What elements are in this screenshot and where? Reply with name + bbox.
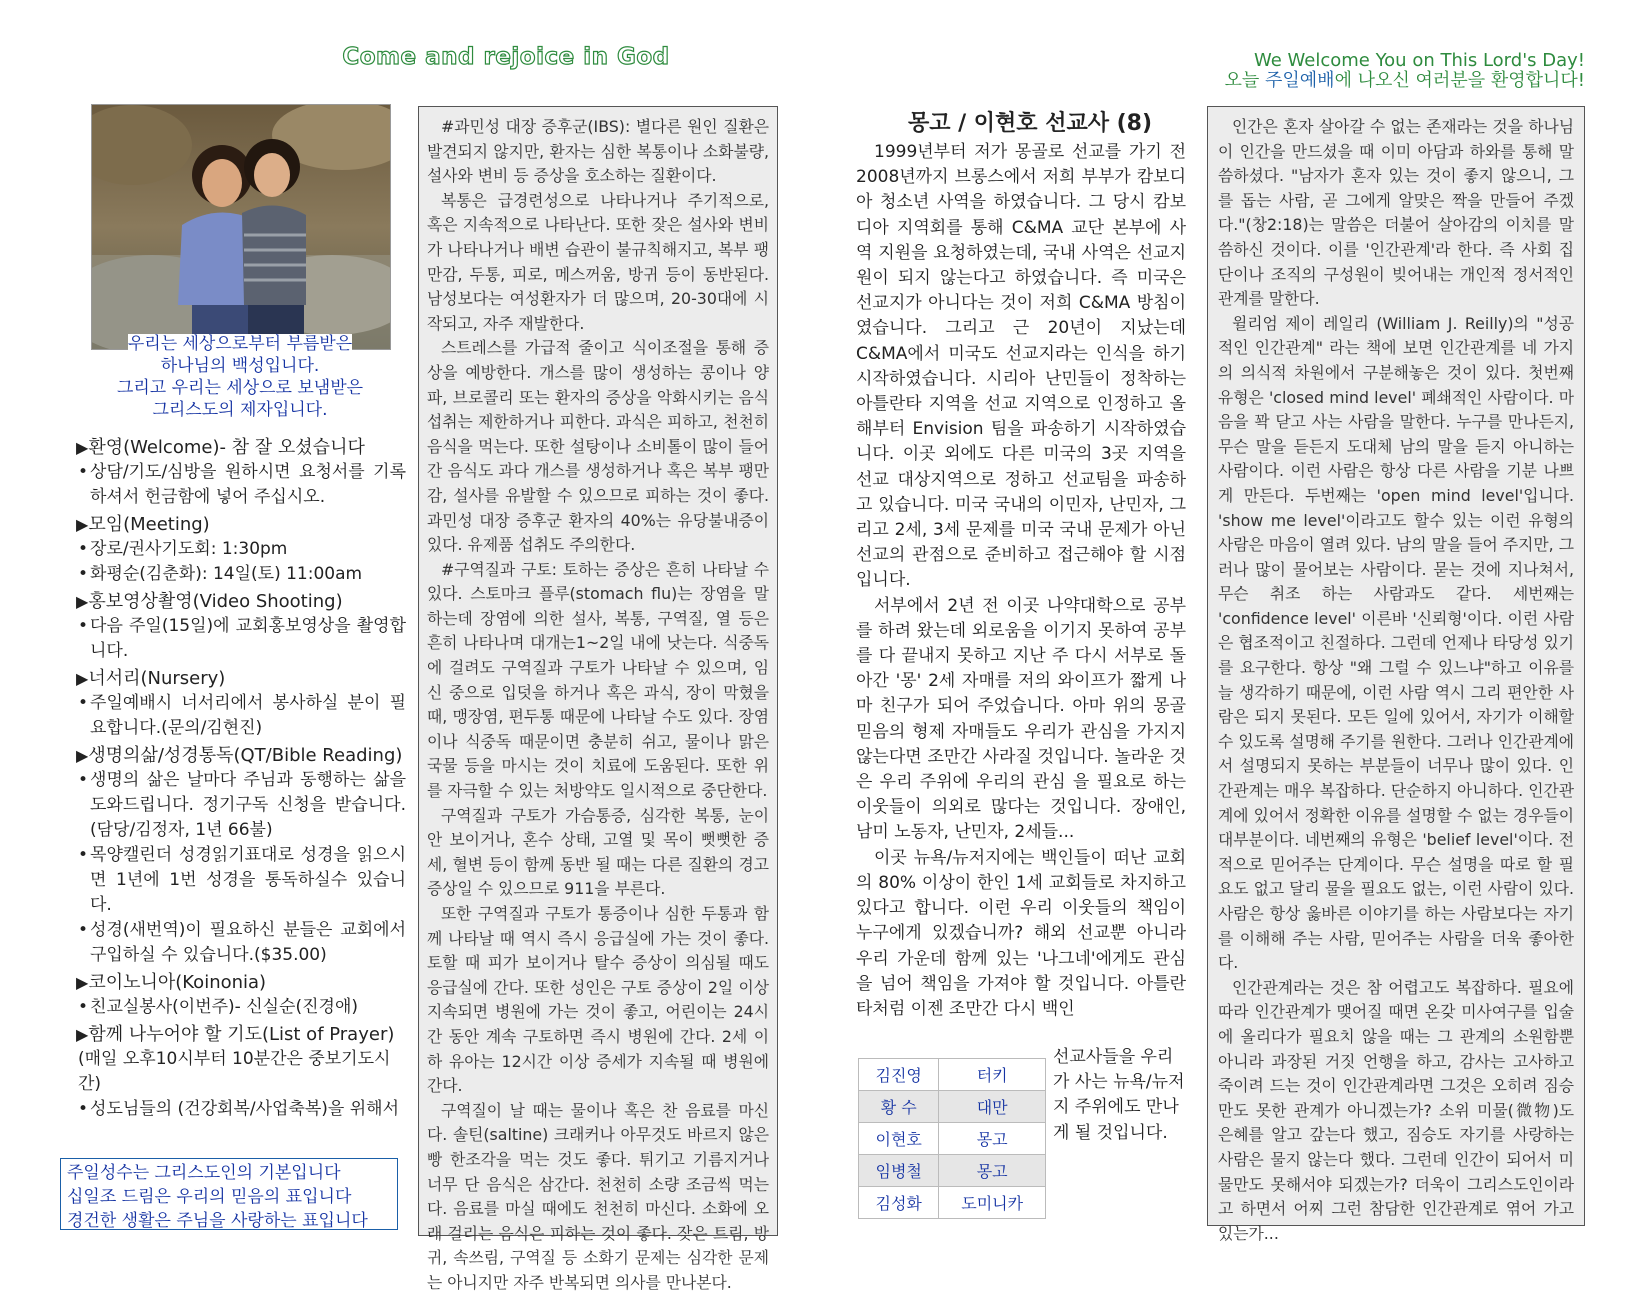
motto-line: 우리는 세상으로부터 부름받은 — [127, 334, 353, 354]
announcement-item: • 생명의 삶은 날마다 주님과 동행하는 삶을 도와드립니다. 정기구독 신청을 받습니다.(담당/김정자, 1년 66불) — [76, 768, 406, 843]
article-paragraph: 또한 구역질과 구토가 통증이나 심한 두통과 함께 나타날 때 역시 즉시 응급실에 가는 것이 좋다. 토할 때 피가 보이거나 탈수 증상이 의심될 때도 응급실에 간다. 또한 성인은 구토 증상이 2일 이상 지속되면 병원에 가는 것이 좋고, 어린이는 24시간 동안 계속 구토하면 즉시 병원에 간다. 2세 이하 유아는 12시간 이상 증세가 지속될 때 병원에 간다. — [427, 904, 769, 1096]
article-paragraph: 구역질이 날 때는 물이나 혹은 찬 음료를 마신다. 솔틴(saltine) 크래커나 아무것도 바르지 않은 빵 한조각을 먹는 것도 좋다. 튀기고 기름지거나 너무 단 음식은 삼간다. 천천히 소량 조금씩 먹는다. 음료를 마실 때에도 천천히 마신다. 소화에 오래 걸리는 음식은 피하는 것이 좋다. 잦은 트림, 방귀, 속쓰림, 구역질 등 소화기 문제는 심각한 문제는 아니지만 자주 반복되면 의사를 만나본다. — [427, 1100, 769, 1292]
missionary-country: 몽고 — [939, 1155, 1046, 1187]
welcome-english: We Welcome You on This Lord's Day! — [1253, 50, 1585, 71]
mission-title: 몽고 / 이현호 선교사 (8) — [907, 111, 1153, 136]
announcement-item: • 친교실봉사(이번주)- 신실순(진경애) — [76, 995, 406, 1020]
announcement-heading: ▶ 코이노니아(Koinonia) — [76, 970, 406, 995]
announcement-heading: ▶ 함께 나누어야 할 기도(List of Prayer) — [76, 1022, 406, 1047]
announcement-item: • 상담/기도/심방을 원하시면 요청서를 기록하셔서 헌금함에 넣어 주십시오. — [76, 460, 406, 510]
faith-statement: 주일성수는 그리스도인의 기본입니다 — [67, 1163, 341, 1183]
letter-paragraph: 1999년부터 저가 몽골로 선교를 가기 전 2008년까지 브롱스에서 저희 부부가 캄보디아 청소년 사역을 하였습니다. 그 당시 캄보디아 지역회를 통해 C&MA 교단 본부에 사역 지원을 요청하였는데, 국내 사역은 선교지원이 되지 않는다고 하였습니다. 즉 미국은 선교지가 아니다는 것이 저희 C&MA 방침이였습니다. 그리고 근 20년이 지났는데 C&MA에서 미국도 선교지라는 인식을 하기 시작하였습니다. 시리아 난민들이 정착하는 아틀란타 지역을 선교 지역으로 인정하고 올해부터 Envision 팀을 파송하기 시작하였습니다. 이곳 외에도 다른 미국의 3곳 지역을 선교 대상지역으로 정하고 선교팀을 파송하고 있습니다. 미국 국내의 이민자, 난민자, 그리고 2세, 3세 문제를 미국 국내 문제가 아닌 선교의 관점으로 준비하고 접근해야 할 시점입니다. — [856, 142, 1186, 591]
motto-line: 그리스도의 제자입니다. — [152, 400, 328, 420]
announcement-item: • 성경(새번역)이 필요하신 분들은 교회에서 구입하실 수 있습니다.($35.00) — [76, 918, 406, 968]
mission-letter — [856, 140, 1186, 1022]
announcement-item: • 다음 주일(15일)에 교회홍보영상을 촬영합니다. — [76, 614, 406, 664]
missionary-name: 이현호 — [859, 1123, 939, 1155]
faith-statement: 경건한 생활은 주님을 사랑하는 표입니다 — [67, 1211, 368, 1231]
article-paragraph: 복통은 급경련성으로 나타나거나 주기적으로, 혹은 지속적으로 나타난다. 또한 잦은 설사와 변비가 나타나거나 배변 습관이 불규칙해지고, 복부 팽만감, 두통, 피로, 메스꺼움, 방귀 등이 동반된다. 남성보다는 여성환자가 더 많으며, 20-30대에 시작되고, 자주 재발한다. — [427, 190, 769, 333]
article-paragraph: 인간관계라는 것은 참 어렵고도 복잡하다. 필요에 따라 인간관계가 맺어질 때면 온갖 미사여구를 입술에 올리다가 필요치 않을 때는 그 관계의 소원함뿐 아니라 과장된 거짓 언행을 하고, 감사는 고사하고 죽이려 드는 것이 인간관계라면 그것은 오히려 짐승만도 못한 관계가 아니겠는가? 소위 미물(微物)도 은혜를 알고 갚는다 했고, 짐승도 자기를 사랑하는 사람은 물지 않는다 했다. 그런데 인간이 되어서 미물만도 못해서야 되겠는가? 더욱이 그리스도인이라고 하면서 어찌 그런 참담한 인간관계로 엮어 가고 있는가... — [1218, 977, 1574, 1243]
table-row — [859, 1155, 1046, 1187]
missionary-name: 임병철 — [859, 1155, 939, 1187]
article-paragraph: 인간은 혼자 살아갈 수 없는 존재라는 것을 하나님이 인간을 만드셨을 때 이미 아담과 하와를 통해 말씀하셨다. "남자가 혼자 있는 것이 좋지 않으니, 그를 돕는 사람, 곧 그에게 알맞은 짝을 만들어 주겠다."(창2:18)는 말씀은 더불어 살아감의 이치를 말씀하신 것이다. 이를 '인간관계'라 한다. 즉 사회 집단이나 조직의 구성원이 빚어내는 개인적 정서적인 관계를 말한다. — [1218, 117, 1574, 309]
article-paragraph: 윌리엄 제이 레일리 (William J. Reilly)의 "성공적인 인간관계" 라는 책에 보면 인간관계를 네 가지의 의식적 차원에서 구분해놓은 것이 있다. 첫번째 유형은 'closed mind level' 폐쇄적인 사람이다. 마음을 꽉 닫고 사는 사람을 말한다. 누구를 만나든지, 무슨 말을 듣든지 도대체 남의 말을 듣지 아니하는 사람이다. 이런 사람은 항상 다른 사람을 기분 나쁘게 만든다. 두번째는 'open mind level'입니다. 'show me level'이라고도 할수 있는 이런 유형의 사람은 마음이 열려 있다. 남의 말을 들어 주지만, 그러나 많이 물어보는 사람이다. 묻는 것에 지나쳐서, 무슨 취조 하는 사람과도 같다. 세번째는 'confidence level' 이른바 '신뢰형'이다. 이런 사람은 협조적이고 친절하다. 그런데 언제나 타당성 있기를 요구한다. 항상 "왜 그럴 수 있느냐"하고 이유를 늘 생각하기 때문에, 이런 사람 역시 그리 편안한 사람은 되지 못된다. 모든 일에 있어서, 자기가 이해할 수 있도록 설명해 주기를 원한다. 그러나 인간관계에서 설명되지 못하는 부분들이 너무나 많이 있다. 인간관계는 매우 복잡하다. 단순하지 아니하다. 인간관계에 있어서 정확한 이유를 설명할 수 없는 경우들이 대부분이다. 네번째의 유형은 'belief level'이다. 전적으로 믿어주는 단계이다. 무슨 설명을 따로 할 필요도 없고 달리 물을 필요도 없는, 이런 사람이 있다. 사람은 항상 옳바른 이야기를 하는 사람보다는 자기를 이해해 주는 사람, 믿어주는 사람을 더욱 좋아한다. — [1218, 313, 1574, 973]
announcement-heading: ▶ 환영(Welcome)- 참 잘 오셨습니다 — [76, 435, 406, 460]
announcement-heading: ▶ 생명의삶/성경통독(QT/Bible Reading) — [76, 743, 406, 768]
missionary-country: 대만 — [939, 1091, 1046, 1123]
photo-two-women — [91, 104, 391, 350]
table-row — [859, 1123, 1046, 1155]
faith-statement: 십일조 드림은 우리의 믿음의 표입니다 — [67, 1187, 352, 1207]
article-paragraph: 구역질과 구토가 가슴통증, 심각한 복통, 눈이 안 보이거나, 혼수 상태, 고열 및 목이 뻣뻣한 증세, 혈변 등이 함께 동반 될 때는 다른 질환의 경고 증상일 수 있으므로 911을 부른다. — [427, 805, 769, 899]
announcements — [76, 433, 406, 1122]
header-left-title: Come and rejoice in God — [342, 44, 670, 70]
missionary-country: 도미니카 — [939, 1187, 1046, 1219]
announcement-item: • 주일예배시 너서리에서 봉사하실 분이 필요합니다.(문의/김현진) — [76, 691, 406, 741]
health-article — [418, 106, 778, 1292]
table-row — [859, 1059, 1046, 1091]
article-paragraph: #구역질과 구토: 토하는 증상은 흔히 나타날 수 있다. 스토마크 플루(stomach flu)는 장염을 말하는데 장염에 의한 설사, 복통, 구역질, 열 등은 흔히 나타나며 대개는1~2일 내에 낫는다. 식중독에 걸려도 구역질과 구토가 나타날 수 있으며, 임신 중으로 입덧을 하거나 혹은 과식, 장이 막혔을 때, 맹장염, 편두통 때문에 나타날 수도 있다. 장염이나 식중독 때문이면 충분히 쉬고, 물이나 맑은 국물 등을 마시는 것이 치료에 도움된다. 또한 위를 자극할 수 있는 처방약도 일시적으로 중단한다. — [427, 559, 769, 801]
announcement-item: • 장로/권사기도회: 1:30pm — [76, 537, 406, 562]
motto-line: 하나님의 백성입니다. — [160, 356, 320, 376]
letter-paragraph: 서부에서 2년 전 이곳 나약대학으로 공부를 하려 왔는데 외로움을 이기지 못하여 공부를 다 끝내지 못하고 지난 주 다시 서부로 돌아간 '몽' 2세 자매를 저의 와이프가 짧게 나마 친구가 되어 주었습니다. 아마 위의 몽골 믿음의 형제 자매들도 우리가 관심을 가지지 않는다면 조만간 사라질 것입니다. 놀라운 것은 우리 주위에 우리의 관심 을 필요로 하는 이웃들이 의외로 많다는 것입니다. 장애인, 남미 노동자, 난민자, 2세들... — [856, 595, 1186, 843]
table-row — [859, 1187, 1046, 1219]
missionary-table — [858, 1058, 1046, 1219]
announcement-item: • 화평순(김춘화): 14일(토) 11:00am — [76, 562, 406, 587]
missionary-country: 몽고 — [939, 1123, 1046, 1155]
relationship-article — [1207, 106, 1585, 1243]
announcement-item: • 목양캘린더 성경읽기표대로 성경을 읽으시면 1년에 1번 성경을 통독하실수 있습니다. — [76, 843, 406, 918]
prayer-note: (매일 오후10시부터 10분간은 중보기도시간) — [78, 1049, 391, 1094]
missionary-name: 김성화 — [859, 1187, 939, 1219]
motto-line: 그리고 우리는 세상으로 보냄받은 — [116, 378, 364, 398]
welcome-korean: 오늘 주일예배에 나오신 여러분을 환영합니다! — [1224, 70, 1585, 91]
motto — [80, 333, 400, 421]
article-paragraph: #과민성 대장 증후군(IBS): 별다른 원인 질환은 발견되지 않지만, 환자는 심한 복통이나 소화불량, 설사와 변비 등 증상을 호소하는 질환이다. — [427, 117, 769, 186]
faith-statements-box — [60, 1158, 398, 1230]
table-row — [859, 1091, 1046, 1123]
letter-tail: 선교사들을 우리가 사는 뉴욕/뉴저지 주위에도 만나게 될 것입니다. — [1053, 1047, 1185, 1143]
announcement-item: • 성도님들의 (건강회복/사업축복)을 위해서 — [76, 1097, 406, 1122]
article-paragraph: 스트레스를 가급적 줄이고 식이조절을 통해 증상을 예방한다. 개스를 많이 생성하는 콩이나 양파, 브로콜리 또는 환자의 증상을 악화시키는 음식 섭취는 제한하거나 피한다. 과식은 피하고, 천천히 음식을 먹는다. 또한 설탕이나 소비톨이 많이 들어간 음식도 과다 개스를 생성하거나 혹은 복부 팽만감, 설사를 유발할 수 있으므로 피하는 것이 좋다. 과민성 대장 증후군 환자의 40%는 유당불내증이 있다. 유제품 섭취도 주의한다. — [427, 338, 769, 555]
missionary-country: 터키 — [939, 1059, 1046, 1091]
announcement-heading: ▶ 너서리(Nursery) — [76, 666, 406, 691]
announcement-heading: ▶ 홍보영상촬영(Video Shooting) — [76, 589, 406, 614]
missionary-name: 김진영 — [859, 1059, 939, 1091]
header-welcome — [1225, 51, 1586, 91]
missionary-name: 황 수 — [859, 1091, 939, 1123]
announcement-heading: ▶ 모임(Meeting) — [76, 512, 406, 537]
letter-paragraph: 이곳 뉴욕/뉴저지에는 백인들이 떠난 교회의 80% 이상이 한인 1세 교회들로 차지하고 있다고 합니다. 이런 우리 이웃들의 책임이 누구에게 있겠습니까? 해외 선교뿐 아니라 우리 가운데 함께 있는 '나그네'에게도 관심을 넘어 책임을 가져야 할 것입니다. 아틀란타처럼 이젠 조만간 다시 백인 — [856, 847, 1186, 1019]
